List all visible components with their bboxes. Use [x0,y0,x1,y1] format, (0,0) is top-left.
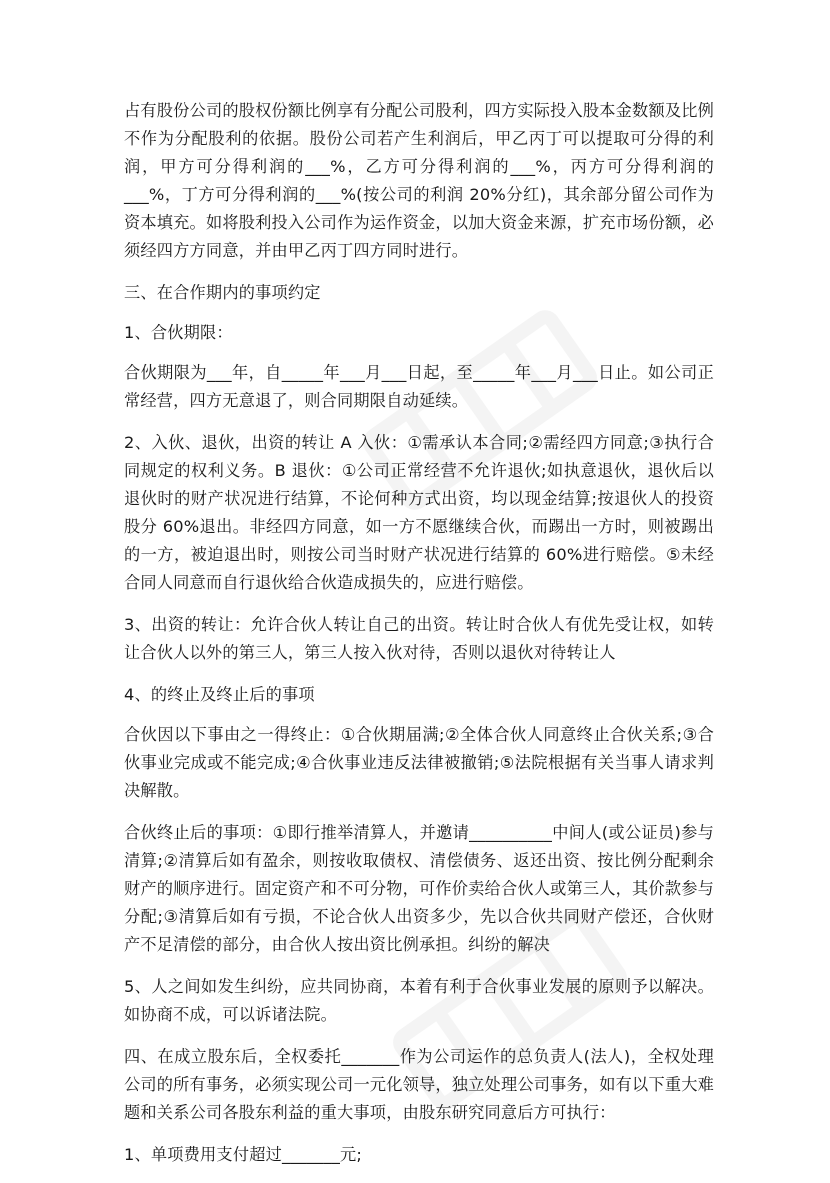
paragraph-termination-causes: 合伙因以下事由之一得终止：①合伙期届满;②全体合伙人同意终止合伙关系;③合伙事业完成或不能完成;④合伙事业违反法律被撤销;⑤法院根据有关当事人请求判决解散。 [124,725,714,800]
subheading-partnership-term: 1、合伙期限： [124,323,233,342]
paragraph-section-four: 四、在成立股东后，全权委托_______作为公司运作的总负责人(法人)，全权处理公司的所有事务，必须实现公司一元化领导，独立处理公司事务，如有以下重大难题和关系公司各股东利益的重大事项，由股东研究同意后方可执行： [124,1047,714,1122]
paragraph-join-withdraw: 2、入伙、退伙，出资的转让 A 入伙：①需承认本合同;②需经四方同意;③执行合同规定的权利义务。B 退伙：①公司正常经营不允许退伙;如执意退伙，退伙后以退伙时的财产状况进行结算，不论何种方式出资，均以现金结算;按退伙人的投资股分 60%退出。非经四方同意，如一方不愿继续合伙，而踢出一方时，则被踢出的一方，被迫退出时，则按公司当时财产状况进行结算的 60%进行赔偿。⑤未经合同人同意而自行退伙给合伙造成损失的，应进行赔偿。 [124,433,714,592]
paragraph-post-termination: 合伙终止后的事项：①即行推举清算人，并邀请__________中间人(或公证员)参与清算;②清算后如有盈余，则按收取债权、清偿债务、返还出资、按比例分配剩余财产的顺序进行。固定资产和不可分物，可作价卖给合伙人或第三人，其价款参与分配;③清算后如有亏损，不论合伙人出资多少，先以合伙共同财产偿还，合伙财产不足清偿的部分，由合伙人按出资比例承担。纠纷的解决 [124,823,714,954]
document-body [124,97,714,1183]
paragraph-partnership-term: 合伙期限为___年，自_____年___月___日起，至_____年___月___日止。如公司正常经营，四方无意退了，则合同期限自动延续。 [124,363,714,410]
paragraph-dispute-resolution: 5、人之间如发生纠纷，应共同协商，本着有利于合伙事业发展的原则予以解决。如协商不成，可以诉诸法院。 [124,977,714,1024]
subheading-termination: 4、的终止及终止后的事项 [124,685,315,704]
heading-section-three: 三、在合作期内的事项约定 [124,283,321,302]
list-item-expense-limit: 1、单项费用支付超过_______元; [124,1145,363,1164]
paragraph-capital-transfer: 3、出资的转让：允许合伙人转让自己的出资。转让时合伙人有优先受让权，如转让合伙人以外的第三人，第三人按入伙对待，否则以退伙对待转让人 [124,615,714,662]
paragraph-dividend-distribution: 占有股份公司的股权份额比例享有分配公司股利，四方实际投入股本金数额及比例不作为分配股利的依据。股份公司若产生利润后，甲乙丙丁可以提取可分得的利润，甲方可分得利润的___%，乙方可分得利润的___%，丙方可分得利润的___%，丁方可分得利润的___%(按公司的利润 20%分红)，其余部分留公司作为资本填充。如将股利投入公司作为运作资金，以加大资金来源，扩充市场份额，必须经四方方同意，并由甲乙丙丁四方同时进行。 [124,101,714,260]
